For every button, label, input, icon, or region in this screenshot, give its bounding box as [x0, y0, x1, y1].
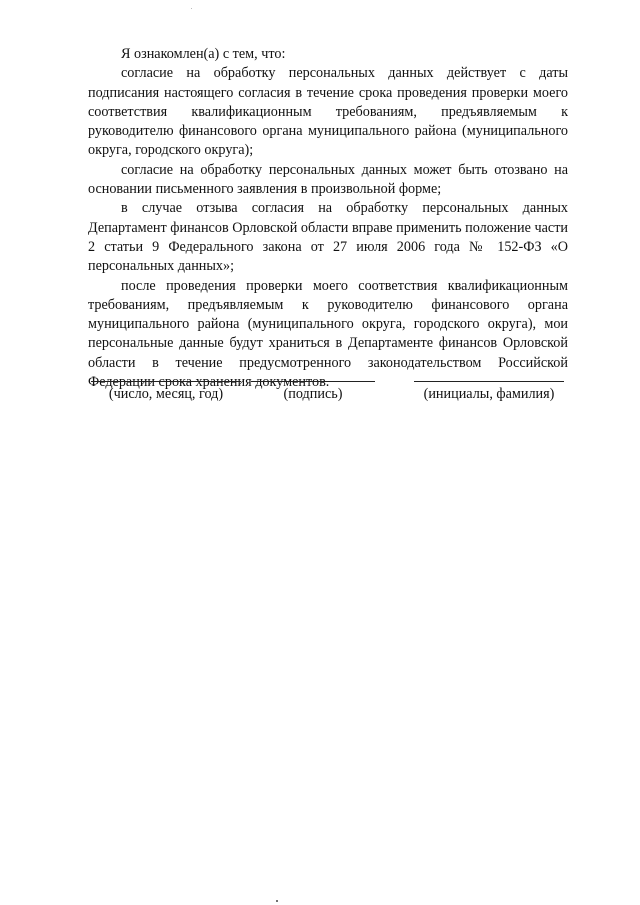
paragraph-revocation: согласие на обработку персональных данных может быть отозвано на основании письменного заявления в произвольной форме;	[88, 161, 568, 198]
name-label: (инициалы, фамилия)	[423, 386, 555, 402]
signature-line	[251, 381, 375, 382]
paragraph-validity: согласие на обработку персональных данных действует с даты подписания настоящего согласия в течение срока проведения проверки моего соответствия квалификационным требованиям, предъявляемым к руководителю финансового органа муниципального района (муниципального округа, городского округа);	[88, 65, 568, 159]
intro-line: Я ознакомлен(а) с тем, что:	[121, 46, 286, 62]
date-label: (число, месяц, год)	[108, 386, 224, 402]
paragraph-withdrawal-consequences: в случае отзыва согласия на обработку персональных данных Департамент финансов Орловской области вправе применить положение части 2 статьи 9 Федерального закона от 27 июля 2006 года № 152-ФЗ «О персональных данных»;	[88, 200, 568, 275]
date-line	[91, 381, 241, 382]
date-field[interactable]	[91, 381, 241, 403]
paragraph-storage: после проведения проверки моего соответствия квалификационным требованиям, предъявляемым к руководителю финансового органа муниципального района (муниципального округа, городского округа), мои персональные данные будут храниться в Департаменте финансов Орловской области в течение предусмотренного законодательством Российской Федерации срока хранения документов.	[88, 277, 568, 391]
name-line	[414, 381, 564, 382]
signature-row	[88, 381, 568, 421]
name-field[interactable]	[414, 381, 564, 403]
signature-label: (подпись)	[283, 386, 343, 402]
page-dot-mark	[276, 900, 278, 902]
scan-artifact	[191, 8, 192, 9]
signature-field[interactable]	[251, 381, 375, 403]
consent-text	[88, 45, 568, 392]
